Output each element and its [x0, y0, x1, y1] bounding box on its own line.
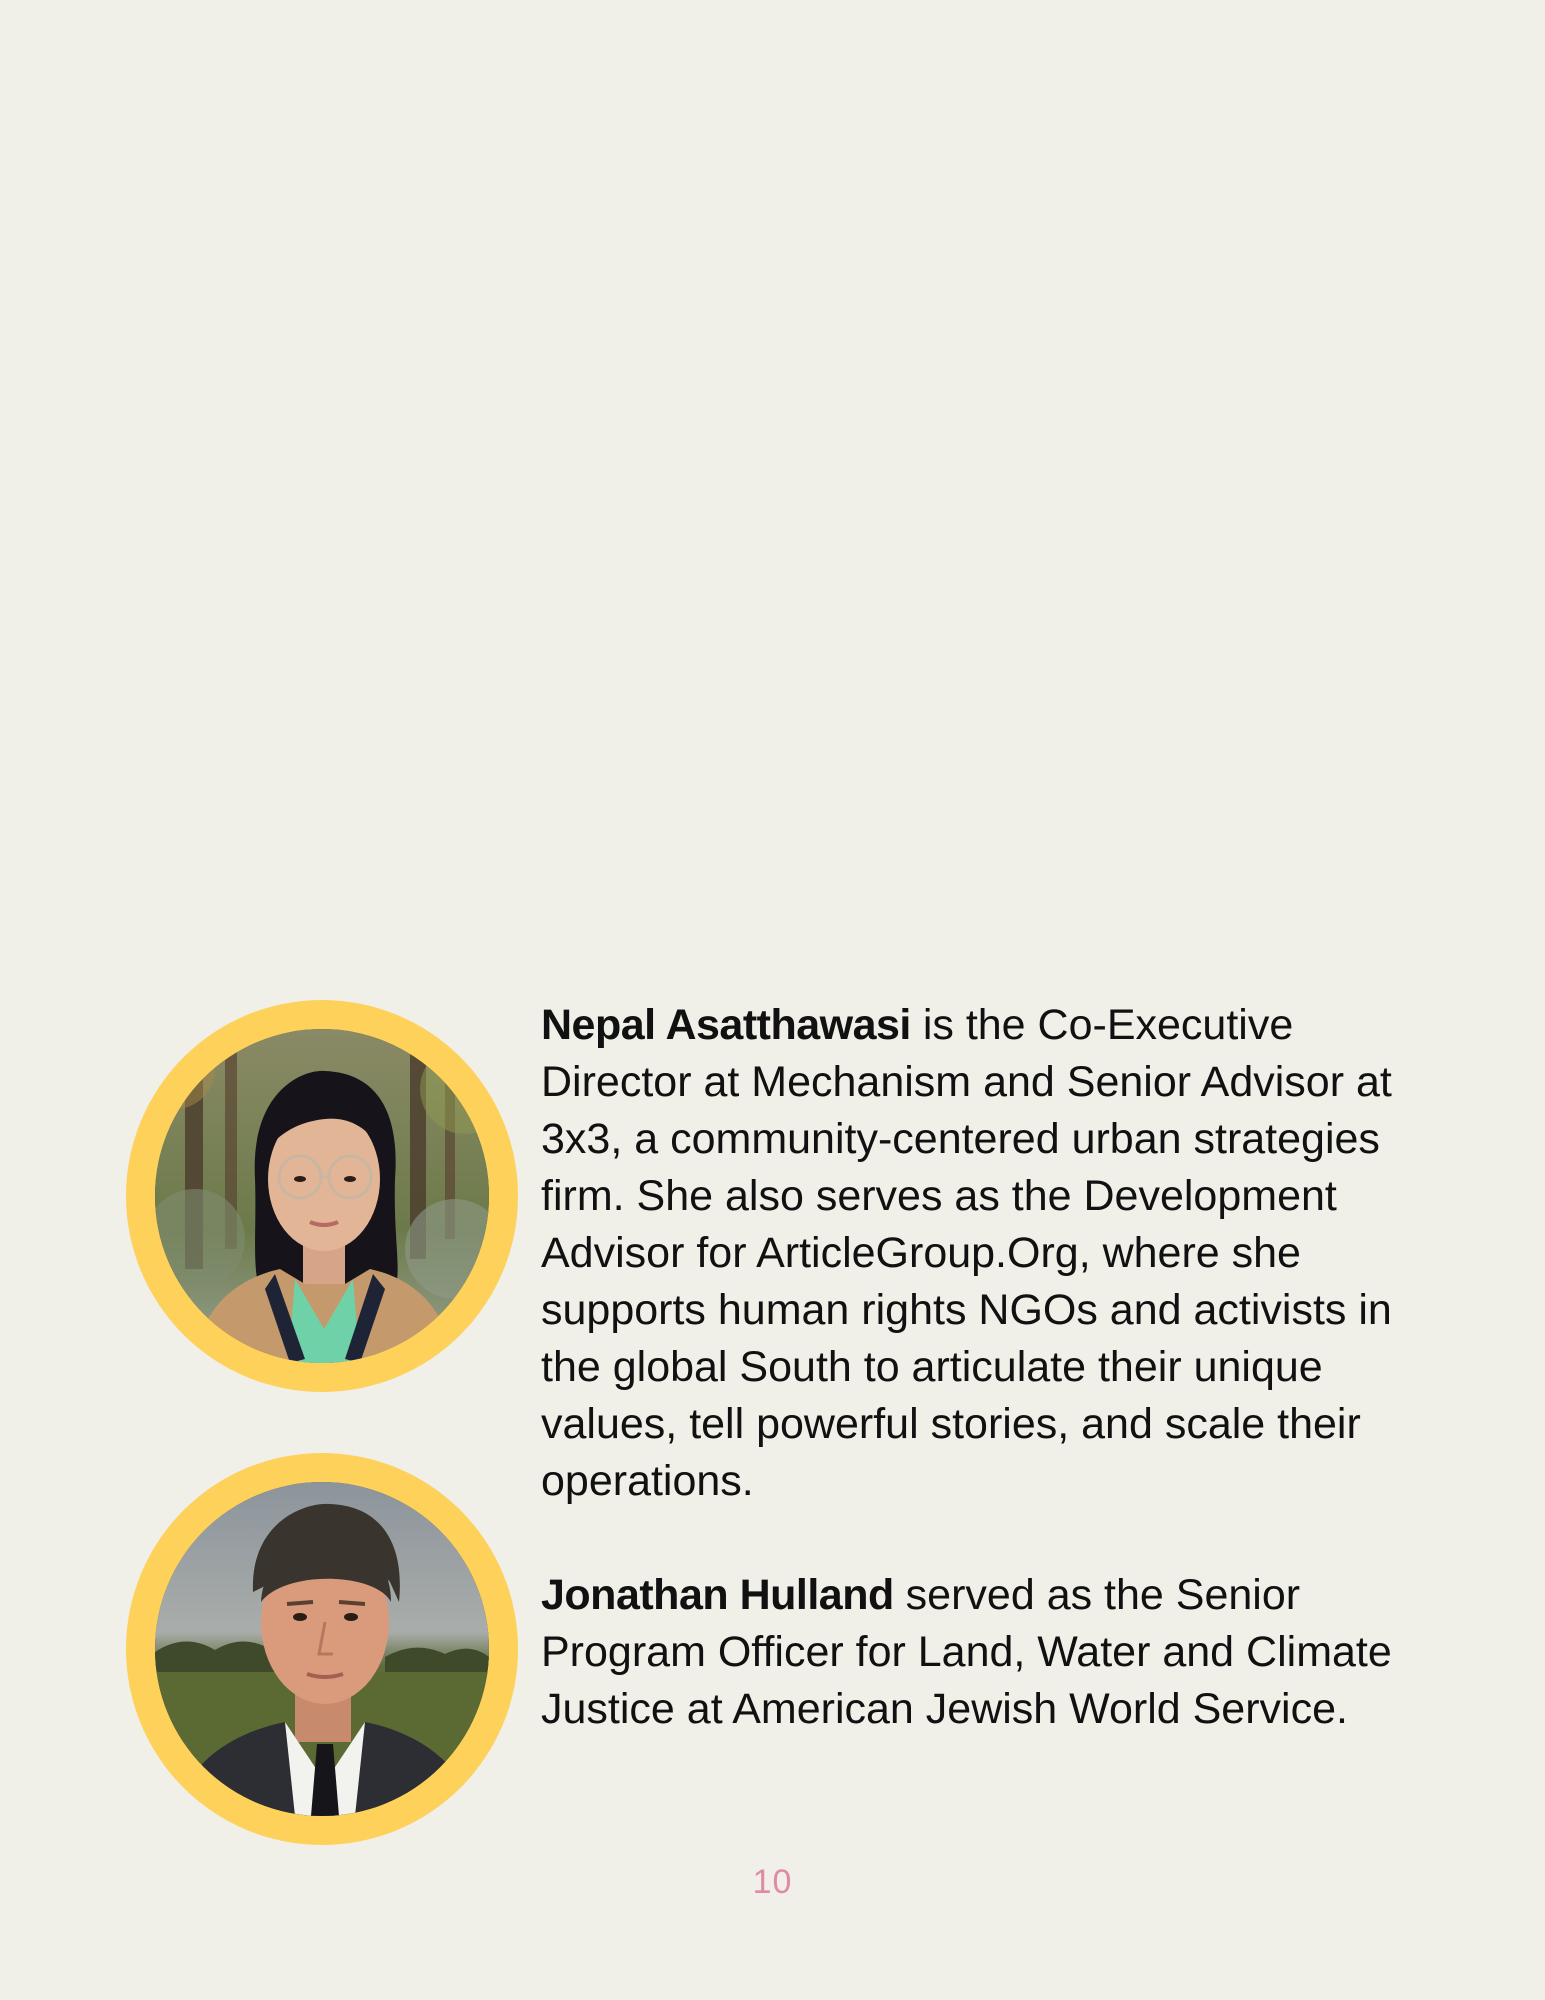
page-number: 10 [752, 1863, 793, 1901]
profile-description: is the Co-Executive Director at Mechanism and Senior Advisor at 3x3, a community-centered urban strategies firm. She also serves as the Development Advisor for ArticleGroup.Org, where she supports human rights NGOs and activists in the global South to articulate their unique values, tell powerful stories, and scale their operations. [541, 1001, 1392, 1505]
profile-photo-frame [126, 1453, 518, 1845]
profile-name: Nepal Asatthawasi [541, 1001, 911, 1049]
profile-bio [541, 1567, 1431, 1738]
profile-photo-frame [126, 1000, 518, 1392]
profile-description: served as the Senior Program Officer for Land, Water and Climate Justice at American Jewish World Service. [541, 1571, 1392, 1733]
portrait-woman-icon [155, 1029, 489, 1363]
profile-bio [541, 997, 1431, 1510]
portrait-man-icon [155, 1482, 489, 1816]
profile-name: Jonathan Hulland [541, 1571, 894, 1619]
